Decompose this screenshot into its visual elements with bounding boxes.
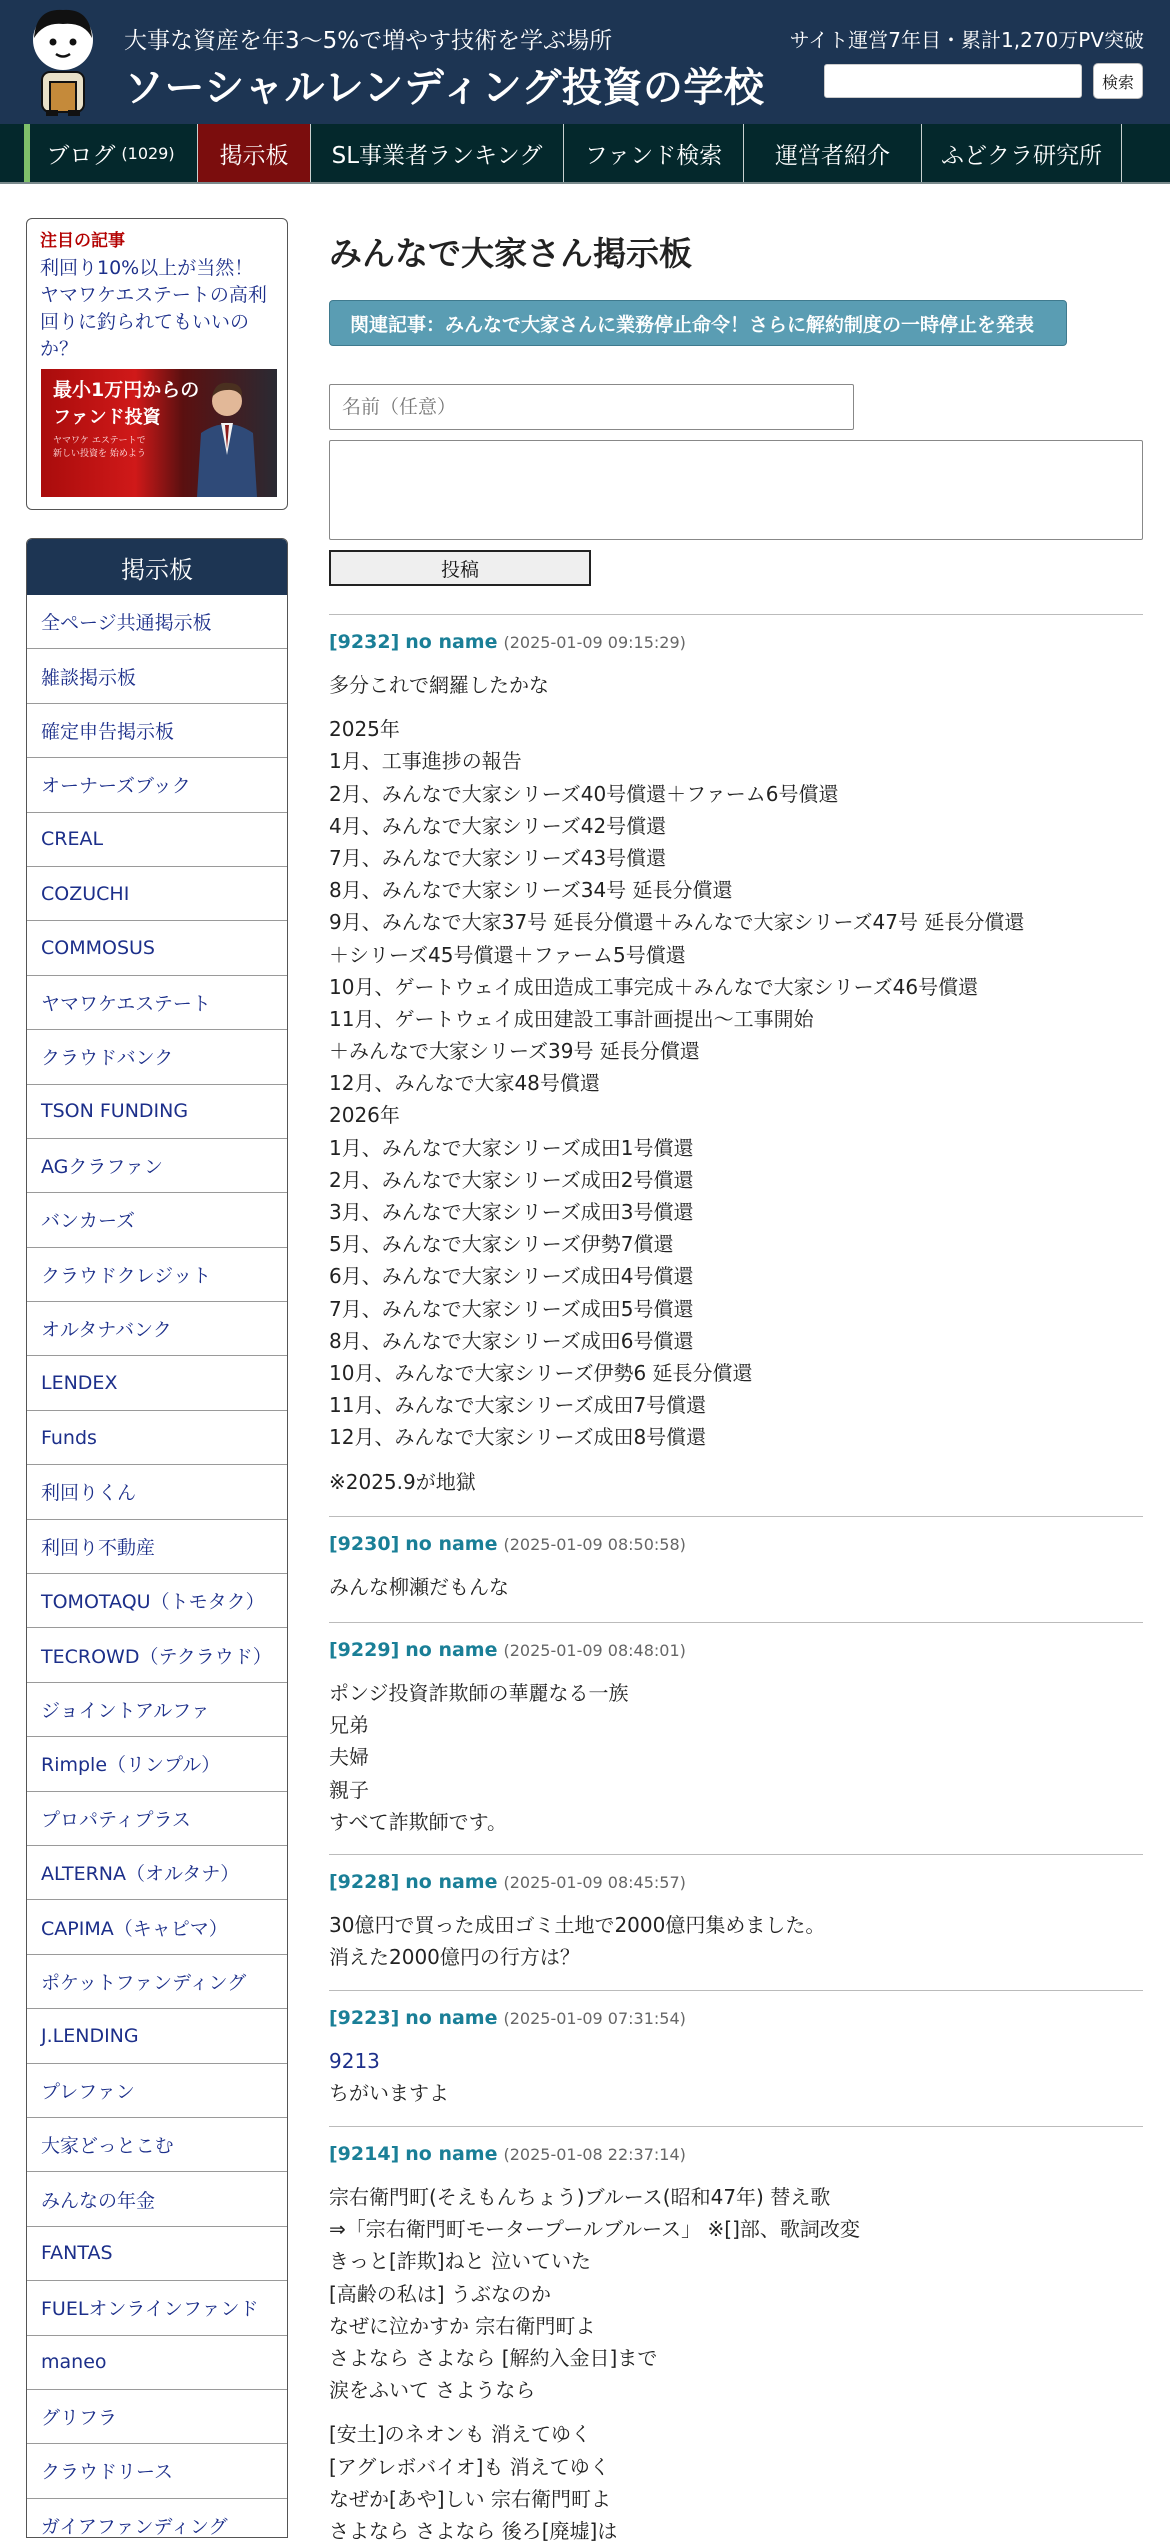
board-link[interactable]: 全ページ共通掲示板 bbox=[27, 595, 287, 649]
post-line: 1月、工事進捗の報告 bbox=[329, 749, 522, 774]
ad-description-line: ヤマワケ エステートで bbox=[53, 436, 146, 446]
post-line: 7月、みんなで大家シリーズ43号償還 bbox=[329, 845, 667, 870]
post-line: 多分これで網羅したかな bbox=[329, 673, 549, 697]
board-list-title: 掲示板 bbox=[27, 539, 287, 595]
board-link[interactable]: プロパティプラス bbox=[27, 1792, 287, 1846]
post-date: (2025-01-09 09:15:29) bbox=[503, 633, 686, 652]
post-line: みんな柳瀬だもんな bbox=[329, 1575, 509, 1599]
featured-title-line: か？ bbox=[40, 338, 79, 360]
post-id[interactable]: [9228] bbox=[329, 1871, 400, 1893]
post-author: no name bbox=[405, 1871, 498, 1893]
board-link[interactable]: クラウドバンク bbox=[27, 1030, 287, 1084]
board-link[interactable]: FANTAS bbox=[27, 2227, 287, 2281]
board-link[interactable]: 利回りくん bbox=[27, 1465, 287, 1519]
board-link[interactable]: 確定申告掲示板 bbox=[27, 704, 287, 758]
post-line: ちがいますよ bbox=[329, 2081, 449, 2106]
message-field[interactable] bbox=[329, 440, 1143, 540]
search-input[interactable] bbox=[824, 64, 1082, 98]
post-author: no name bbox=[405, 631, 498, 653]
board-link[interactable]: AGクラファン bbox=[27, 1139, 287, 1193]
post-date: (2025-01-09 08:45:57) bbox=[503, 1873, 686, 1892]
nav-item-label: 掲示板 bbox=[219, 142, 289, 169]
post-line: [安土]のネオンも 消えてゆく bbox=[329, 2422, 591, 2447]
post-line: 9月、みんなで大家37号 延長分償還＋みんなで大家シリーズ47号 延長分償還 bbox=[329, 910, 1025, 935]
site-header bbox=[0, 0, 1170, 124]
nav-accent-bar bbox=[24, 124, 30, 182]
mascot-logo-icon[interactable] bbox=[22, 6, 104, 118]
nav-item-label: ブログ bbox=[46, 142, 116, 169]
board-link[interactable]: CAPIMA（キャピマ） bbox=[27, 1900, 287, 1954]
nav-item-about[interactable] bbox=[744, 124, 922, 182]
board-link[interactable]: 雑談掲示板 bbox=[27, 649, 287, 703]
post-line: 3月、みんなで大家シリーズ成田3号償還 bbox=[329, 1200, 694, 1224]
post-meta bbox=[329, 1533, 1143, 1557]
main-nav bbox=[0, 124, 1170, 184]
post-line: さよなら さよなら 後ろ[廃墟]は bbox=[329, 2518, 618, 2543]
nav-item-ranking[interactable] bbox=[311, 124, 564, 182]
post bbox=[329, 1854, 1143, 1973]
nav-item-fund-search[interactable] bbox=[564, 124, 744, 182]
board-link[interactable]: クラウドリース bbox=[27, 2444, 287, 2498]
board-link[interactable]: クラウドクレジット bbox=[27, 1248, 287, 1302]
post-meta bbox=[329, 1871, 1143, 1895]
board-link[interactable]: バンカーズ bbox=[27, 1193, 287, 1247]
post-line: 5月、みんなで大家シリーズ伊勢7償還 bbox=[329, 1232, 674, 1257]
blog-count: (1029) bbox=[121, 143, 175, 163]
board-link[interactable]: ガイアファンディング bbox=[27, 2499, 287, 2538]
board-link[interactable]: オーナーズブック bbox=[27, 758, 287, 812]
post-line: なぜか[あや]しい 宗右衛門町よ bbox=[329, 2486, 611, 2511]
page-title: みんなで大家さん掲示板 bbox=[329, 234, 692, 273]
post-line: 10月、みんなで大家シリーズ伊勢6 延長分償還 bbox=[329, 1360, 753, 1385]
board-link[interactable]: ジョイントアルファ bbox=[27, 1683, 287, 1737]
post-line: 涙をふいて さようなら bbox=[329, 2378, 536, 2403]
reply-reference-link[interactable]: 9213 bbox=[329, 2049, 380, 2073]
board-list bbox=[26, 538, 288, 2538]
ad-description bbox=[53, 435, 146, 461]
site-tagline: 大事な資産を年3〜5%で増やす技術を学ぶ場所 bbox=[124, 28, 613, 54]
post bbox=[329, 2126, 1143, 2547]
post-line: ＋シリーズ45号償還＋ファーム5号償還 bbox=[329, 942, 686, 967]
board-link[interactable]: オルタナバンク bbox=[27, 1302, 287, 1356]
board-link[interactable]: COMMOSUS bbox=[27, 921, 287, 975]
board-link[interactable]: J.LENDING bbox=[27, 2009, 287, 2063]
post-meta bbox=[329, 631, 1143, 655]
post-meta bbox=[329, 2143, 1143, 2167]
post-body bbox=[329, 1909, 1143, 1973]
featured-title-line: 利回り10%以上が当然！ bbox=[40, 257, 254, 279]
featured-title-line: ヤマワケエステートの高利 bbox=[40, 284, 267, 306]
post-line: [アグレボバイオ]も 消えてゆく bbox=[329, 2454, 610, 2479]
nav-item-label: ふどクラ研究所 bbox=[941, 142, 1102, 169]
post-line: 8月、みんなで大家シリーズ成田6号償還 bbox=[329, 1328, 694, 1353]
nav-item-lab[interactable] bbox=[922, 124, 1122, 182]
post-line: さよなら さよなら [解約入金日]まで bbox=[329, 2345, 658, 2370]
board-link[interactable]: TSON FUNDING bbox=[27, 1085, 287, 1139]
post-button[interactable]: 投稿 bbox=[329, 550, 591, 586]
post-line: ※2025.9が地獄 bbox=[329, 1469, 476, 1494]
post-author: no name bbox=[405, 1533, 498, 1555]
related-article-link[interactable]: 関連記事：みんなで大家さんに業務停止命令！さらに解約制度の一時停止を発表 bbox=[329, 300, 1067, 346]
ad-banner[interactable] bbox=[41, 369, 277, 497]
site-stats: サイト運営7年目・累計1,270万PV突破 bbox=[789, 28, 1144, 52]
post-line: 12月、みんなで大家48号償還 bbox=[329, 1071, 600, 1096]
nav-item-label: ファンド検索 bbox=[584, 142, 723, 169]
post-line: 11月、みんなで大家シリーズ成田7号償還 bbox=[329, 1393, 707, 1418]
post bbox=[329, 1622, 1143, 1838]
ad-headline: 最小1万円からの bbox=[53, 379, 200, 401]
post-line: 2026年 bbox=[329, 1103, 400, 1128]
post-date: (2025-01-09 08:48:01) bbox=[503, 1641, 686, 1660]
nav-item-label: SL事業者ランキング bbox=[331, 142, 543, 169]
board-link[interactable]: TOMOTAQU（トモタク） bbox=[27, 1574, 287, 1628]
board-link[interactable]: ALTERNA（オルタナ） bbox=[27, 1846, 287, 1900]
post-line: 2月、みんなで大家シリーズ成田2号償還 bbox=[329, 1167, 694, 1192]
post-meta bbox=[329, 2007, 1143, 2031]
featured-label: 注目の記事 bbox=[40, 231, 125, 251]
post-line: 12月、みんなで大家シリーズ成田8号償還 bbox=[329, 1425, 707, 1450]
ad-person-image bbox=[191, 375, 261, 497]
board-link[interactable]: COZUCHI bbox=[27, 867, 287, 921]
ad-subheadline: ファンド投資 bbox=[53, 407, 161, 428]
post-body bbox=[329, 1677, 1143, 1838]
post-line: 11月、ゲートウェイ成田建設工事計画提出〜工事開始 bbox=[329, 1006, 814, 1031]
post-line: 兄弟 bbox=[329, 1713, 369, 1738]
post-line: すべて詐欺師です。 bbox=[329, 1809, 507, 1834]
board-link[interactable]: ヤマワケエステート bbox=[27, 976, 287, 1030]
post-line: 8月、みんなで大家シリーズ34号 延長分償還 bbox=[329, 878, 733, 903]
board-link[interactable]: 大家どっとこむ bbox=[27, 2118, 287, 2172]
post-body bbox=[329, 2181, 1143, 2547]
ad-description-line: 新しい投資を 始めよう bbox=[53, 449, 146, 459]
board-link[interactable]: FUELオンラインファンド bbox=[27, 2281, 287, 2335]
post-line: 2025年 bbox=[329, 717, 400, 742]
post-id[interactable]: [9232] bbox=[329, 631, 400, 653]
nav-item-blog[interactable] bbox=[24, 124, 198, 182]
board-link[interactable]: Funds bbox=[27, 1411, 287, 1465]
post-author: no name bbox=[405, 2143, 498, 2165]
board-link[interactable]: みんなの年金 bbox=[27, 2172, 287, 2226]
post-line: きっと[詐欺]ねと 泣いていた bbox=[329, 2249, 591, 2274]
post-line: ポンジ投資詐欺師の華麗なる一族 bbox=[329, 1681, 629, 1705]
post-body bbox=[329, 2045, 1143, 2109]
featured-article-link[interactable] bbox=[40, 255, 274, 363]
post-line: 親子 bbox=[329, 1777, 369, 1802]
post-meta bbox=[329, 1639, 1143, 1663]
post bbox=[329, 1990, 1143, 2109]
post-body bbox=[329, 1571, 1143, 1603]
board-link[interactable]: CREAL bbox=[27, 813, 287, 867]
board-link[interactable]: maneo bbox=[27, 2336, 287, 2390]
post-line: 30億円で買った成田ゴミ土地で2000億円集めました。 bbox=[329, 1913, 826, 1937]
post-line: 6月、みんなで大家シリーズ成田4号償還 bbox=[329, 1264, 694, 1289]
search-button[interactable]: 検索 bbox=[1093, 63, 1143, 99]
post bbox=[329, 614, 1143, 1498]
nav-item-label: 運営者紹介 bbox=[775, 142, 890, 169]
board-link[interactable]: グリフラ bbox=[27, 2390, 287, 2444]
post-id[interactable]: [9230] bbox=[329, 1533, 400, 1555]
post-line: 1月、みんなで大家シリーズ成田1号償還 bbox=[329, 1135, 694, 1160]
board-link[interactable]: LENDEX bbox=[27, 1356, 287, 1410]
post-date: (2025-01-09 08:50:58) bbox=[503, 1535, 686, 1554]
post-line: ＋みんなで大家シリーズ39号 延長分償還 bbox=[329, 1039, 700, 1064]
board-link[interactable]: 利回り不動産 bbox=[27, 1520, 287, 1574]
post-line: なぜに泣かすか 宗右衛門町よ bbox=[329, 2313, 596, 2338]
post-line: 10月、ゲートウェイ成田造成工事完成＋みんなで大家シリーズ46号償還 bbox=[329, 974, 979, 999]
post-author: no name bbox=[405, 1639, 498, 1661]
board-link[interactable]: プレファン bbox=[27, 2064, 287, 2118]
board-link[interactable]: ポケットファンディング bbox=[27, 1955, 287, 2009]
post-id[interactable]: [9214] bbox=[329, 2143, 400, 2165]
post-line: 2月、みんなで大家シリーズ40号償還＋ファーム6号償還 bbox=[329, 781, 839, 806]
post-line: 7月、みんなで大家シリーズ成田5号償還 bbox=[329, 1296, 694, 1321]
name-field[interactable] bbox=[329, 384, 854, 430]
board-link[interactable]: Rimple（リンプル） bbox=[27, 1737, 287, 1791]
post-date: (2025-01-09 07:31:54) bbox=[503, 2009, 686, 2028]
post-id[interactable]: [9229] bbox=[329, 1639, 400, 1661]
featured-article-box bbox=[26, 218, 288, 510]
post-line: ⇒「宗右衛門町モータープールブルース」 ※[]部、歌詞改変 bbox=[329, 2217, 860, 2242]
post-line: 夫婦 bbox=[329, 1745, 369, 1770]
post-line: 4月、みんなで大家シリーズ42号償還 bbox=[329, 813, 667, 838]
post-author: no name bbox=[405, 2007, 498, 2029]
post-line: 消えた2000億円の行方は？ bbox=[329, 1945, 580, 1970]
board-link[interactable]: TECROWD（テクラウド） bbox=[27, 1628, 287, 1682]
post-line: [高齢の私は] うぶなのか bbox=[329, 2281, 551, 2306]
post-line: 宗右衛門町(そえもんちょう)ブルース(昭和47年) 替え歌 bbox=[329, 2185, 831, 2209]
post-body bbox=[329, 669, 1143, 1498]
site-title[interactable]: ソーシャルレンディング投資の学校 bbox=[124, 65, 765, 111]
post-date: (2025-01-08 22:37:14) bbox=[503, 2145, 686, 2164]
post-id[interactable]: [9223] bbox=[329, 2007, 400, 2029]
nav-item-board[interactable] bbox=[198, 124, 311, 182]
featured-title-line: 回りに釣られてもいいの bbox=[40, 311, 250, 333]
post bbox=[329, 1516, 1143, 1603]
